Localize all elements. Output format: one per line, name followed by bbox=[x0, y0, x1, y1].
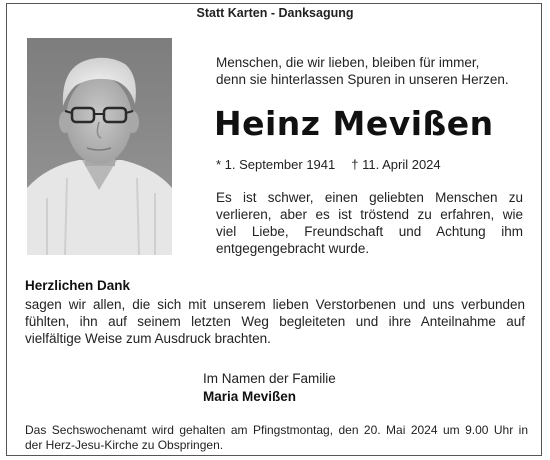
thanks-line: sagen wir allen, die sich mit unserem lieben Verstorbenen und uns verbunden bbox=[25, 297, 525, 312]
family-intro: Im Namen der Familie bbox=[203, 371, 336, 386]
thanks-text bbox=[25, 296, 525, 347]
message-line: Es ist schwer, einen geliebten Menschen zu bbox=[216, 190, 523, 205]
verse-line: Menschen, die wir lieben, bleiben für immer, bbox=[216, 55, 480, 70]
life-dates bbox=[216, 157, 441, 172]
death-date: † 11. April 2024 bbox=[351, 157, 441, 172]
birth-date: * 1. September 1941 bbox=[216, 157, 336, 172]
service-line: der Herz-Jesu-Kirche zu Obspringen. bbox=[25, 438, 224, 452]
message-line: verlieren, aber es ist tröstend zu erfahren, wie bbox=[216, 207, 523, 222]
family-signature: Maria Mevißen bbox=[203, 389, 297, 404]
deceased-name: Heinz Mevißen bbox=[214, 104, 494, 143]
thanks-line: vielfältige Weise zum Ausdruck brachten. bbox=[25, 331, 271, 346]
message-line: entgegengebracht wurde. bbox=[216, 241, 370, 256]
thanks-heading: Herzlichen Dank bbox=[25, 278, 131, 293]
service-notice bbox=[25, 423, 528, 453]
verse-line: denn sie hinterlassen Spuren in unseren Herzen. bbox=[216, 72, 509, 87]
notice-header: Statt Karten - Danksagung bbox=[196, 6, 354, 20]
thanks-line: fühlten, ihn auf seinem letzten Weg begleiteten und ihre Anteilnahme auf bbox=[25, 314, 525, 329]
condolence-message bbox=[216, 189, 523, 257]
portrait-photo bbox=[27, 38, 172, 255]
message-line: viel Liebe, Freundschaft und Achtung ihm bbox=[216, 224, 523, 239]
service-line: Das Sechswochenamt wird gehalten am Pfingstmontag, den 20. Mai 2024 um 9.00 Uhr in bbox=[25, 423, 528, 437]
memorial-verse bbox=[216, 54, 528, 88]
